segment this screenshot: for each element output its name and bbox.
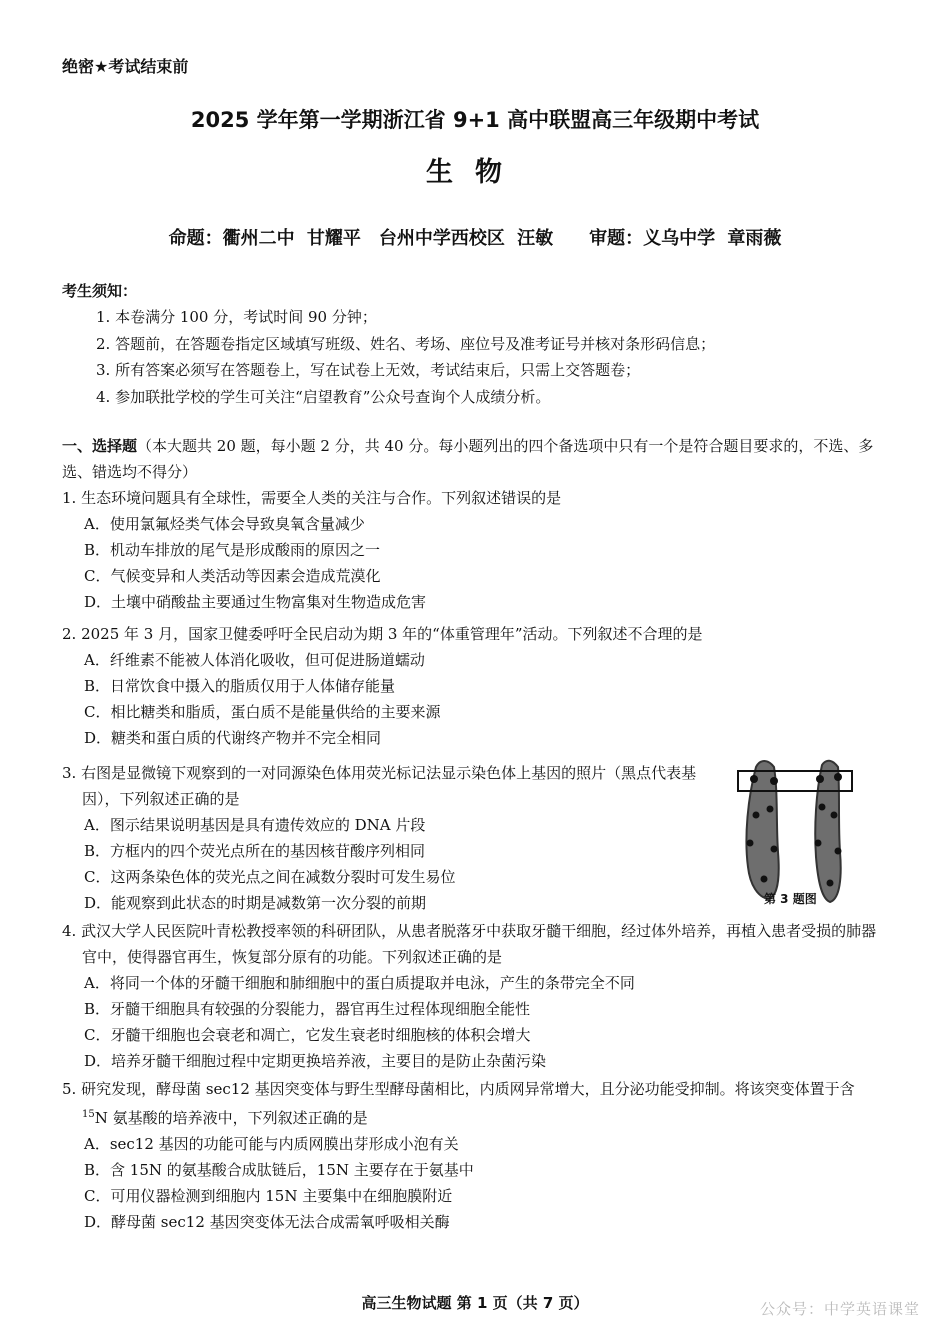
gene-dot (761, 876, 768, 883)
question-stem: 1. 生态环境问题具有全球性，需要全人类的关注与合作。下列叙述错误的是 (62, 489, 562, 507)
chromosome-figure (734, 757, 862, 907)
question-5 (62, 1076, 882, 1235)
stem-part: 5. 研究发现，酵母菌 sec12 基因突变体与野生型酵母菌相比，内质网异常增大，且分泌功能受抑制。将该突变体置于含 (62, 1080, 855, 1098)
exam-title: 2025 学年第一学期浙江省 9+1 高中联盟高三年级期中考试 (190, 108, 760, 132)
gene-dot (770, 777, 778, 785)
notice-item: 1. 本卷满分 100 分，考试时间 90 分钟； (96, 308, 377, 326)
option-d: D．土壤中硝酸盐主要通过生物富集对生物造成危害 (84, 593, 427, 611)
gene-dot (753, 812, 760, 819)
option-a: A．将同一个体的牙髓干细胞和肺细胞中的蛋白质提取并电泳，产生的条带完全不同 (84, 974, 635, 992)
option-a: A．sec12 基因的功能可能与内质网膜出芽形成小泡有关 (84, 1135, 459, 1153)
option-b: B．牙髓干细胞具有较强的分裂能力，器官再生过程体现细胞全能性 (84, 1000, 531, 1018)
option-b: B．方框内的四个荧光点所在的基因核苷酸序列相同 (84, 842, 426, 860)
authors-line: 命题：衢州二中 甘耀平 台州中学西校区 汪敏 审题：义乌中学 章雨薇 (168, 228, 782, 249)
option-d: D．酵母菌 sec12 基因突变体无法合成需氧呼吸相关酶 (84, 1213, 450, 1231)
option-a: A．纤维素不能被人体消化吸收，但可促进肠道蠕动 (84, 651, 425, 669)
confidential-label: 绝密★考试结束前 (62, 57, 189, 76)
section-heading (62, 433, 882, 485)
notice-item: 3. 所有答案必须写在答题卷上，写在试卷上无效，考试结束后，只需上交答题卷； (96, 361, 641, 379)
option-d: D．糖类和蛋白质的代谢终产物并不完全相同 (84, 729, 382, 747)
option-c: C．牙髓干细胞也会衰老和凋亡，它发生衰老时细胞核的体积会增大 (84, 1026, 531, 1044)
gene-dot (835, 848, 842, 855)
gene-dot (767, 806, 774, 813)
stem-part: N 氨基酸的培养液中，下列叙述正确的是 (94, 1109, 368, 1127)
gene-dot (834, 773, 842, 781)
option-d: D．能观察到此状态的时期是减数第一次分裂的前期 (84, 894, 427, 912)
subject-title: 生物 (426, 157, 524, 188)
gene-dot (747, 840, 754, 847)
question-4 (62, 918, 882, 1074)
gene-dot (831, 812, 838, 819)
figure-caption: 第 3 题图 (764, 892, 817, 906)
notice-item: 4. 参加联批学校的学生可关注“启望教育”公众号查询个人成绩分析。 (96, 387, 551, 406)
question-stem: 4. 武汉大学人民医院叶青松教授率领的科研团队，从患者脱落牙中获取牙髓干细胞，经过体外培养，再植入患者受损的肺器官中，使得器官再生，恢复部分原有的功能。下列叙述正确的是 (62, 922, 877, 966)
gene-dot (771, 846, 778, 853)
section-description: （本大题共 20 题，每小题 2 分，共 40 分。每小题列出的四个备选项中只有一个是符合题目要求的，不选、多选、错选均不得分） (62, 437, 874, 481)
gene-dot (816, 775, 824, 783)
notice-item: 2. 答题前，在答题卷指定区域填写班级、姓名、考场、座位号及准考证号并核对条形码信息； (96, 334, 716, 353)
notice-title: 考生须知： (62, 282, 138, 300)
question-stem: 2. 2025 年 3 月，国家卫健委呼吁全民启动为期 3 年的“体重管理年”活动。下列叙述不合理的是 (62, 625, 703, 643)
question-stem (62, 1076, 882, 1131)
option-c: C．这两条染色体的荧光点之间在减数分裂时可发生易位 (84, 868, 456, 886)
gene-dot (819, 804, 826, 811)
gene-dot (827, 880, 834, 887)
question-stem: 3. 右图是显微镜下观察到的一对同源染色体用荧光标记法显示染色体上基因的照片（黑点代表基因），下列叙述正确的是 (62, 764, 697, 808)
watermark: 公众号：中学英语课堂 (759, 1300, 920, 1318)
option-d: D．培养牙髓干细胞过程中定期更换培养液，主要目的是防止杂菌污染 (84, 1052, 547, 1070)
page-footer: 高三生物试题 第 1 页（共 7 页） (361, 1294, 589, 1312)
option-b: B．日常饮食中摄入的脂质仅用于人体储存能量 (84, 677, 396, 695)
option-b: B．机动车排放的尾气是形成酸雨的原因之一 (84, 541, 381, 559)
section-title: 一、选择题 (62, 437, 138, 455)
gene-dot (750, 775, 758, 783)
question-3 (62, 760, 727, 916)
gene-dot (815, 840, 822, 847)
option-c: C．可用仪器检测到细胞内 15N 主要集中在细胞膜附近 (84, 1187, 453, 1205)
question-1 (62, 485, 882, 615)
option-b: B．含 15N 的氨基酸合成肽链后，15N 主要存在于氨基中 (84, 1161, 474, 1179)
isotope-superscript: 15 (82, 1109, 95, 1120)
notice-list (96, 304, 715, 410)
option-c: C．气候变异和人类活动等因素会造成荒漠化 (84, 567, 381, 585)
option-a: A．图示结果说明基因是具有遗传效应的 DNA 片段 (84, 816, 426, 834)
question-2 (62, 621, 882, 751)
option-a: A．使用氯氟烃类气体会导致臭氧含量减少 (84, 515, 365, 533)
option-c: C．相比糖类和脂质，蛋白质不是能量供给的主要来源 (84, 703, 441, 721)
